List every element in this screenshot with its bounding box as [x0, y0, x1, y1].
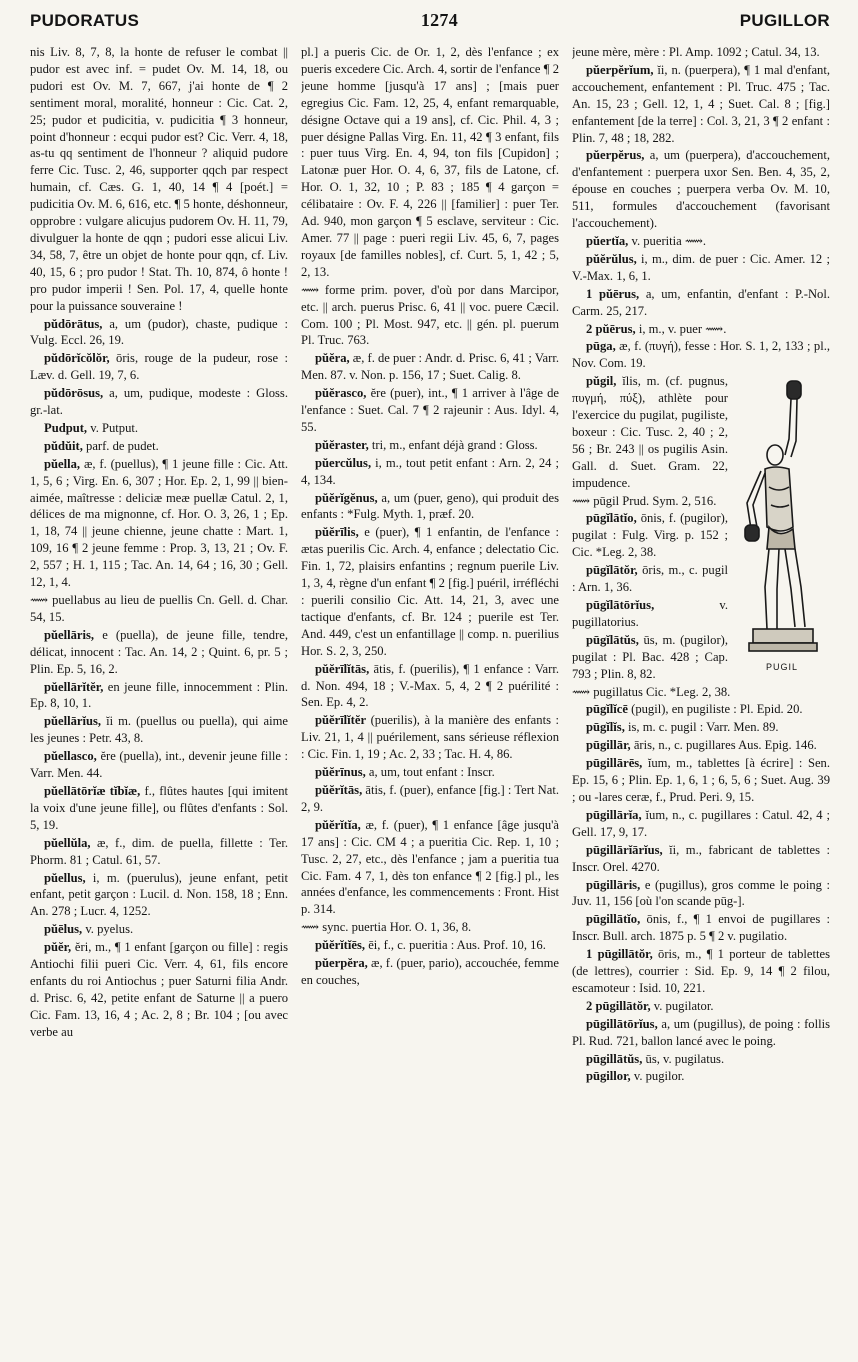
- entry-definition: i, m., dim. de puer : Cic. Amer. 12 ; V.-Max. 1, 6, 1.: [572, 251, 830, 283]
- figure-caption: PUGIL: [765, 662, 798, 673]
- entry-definition: æ, f. (puer), ¶ 1 enfance [âge jusqu'à 17 ans] : Cic. CM 4 ; a pueritia Cic. Rep. 1, 10 ; Tusc. 2, 27, etc., dès l'enfance ; jam a pueritia tua Cic. Fam. 4 7, 1, dès ton enfance ¶ 2 [fig.] pl., les années d'enfance, les commencements : Front. Hist p. 314.: [301, 817, 559, 917]
- dictionary-entry: [572, 1051, 830, 1068]
- entry-headword: pŭĕrīlĭtĕr: [315, 713, 367, 728]
- dictionary-entry: [572, 62, 830, 147]
- entry-definition: ⟿ sync. puertia Hor. O. 1, 36, 8.: [301, 920, 472, 935]
- entry-definition: æ, f. (puer, pario), accouchée, femme en couches,: [301, 956, 559, 987]
- entry-headword: pŭella,: [44, 456, 81, 471]
- entry-definition: parf. de pudet.: [86, 438, 159, 453]
- dictionary-entry: [301, 524, 559, 659]
- column-middle: [301, 44, 559, 1356]
- dictionary-entry: [572, 946, 830, 997]
- entry-headword: pŭĕr,: [44, 940, 72, 955]
- entry-definition: a, um, tout enfant : Inscr.: [368, 765, 495, 780]
- dictionary-entry: [30, 44, 288, 315]
- entry-headword: pŭĕrasco,: [315, 386, 367, 401]
- dictionary-entry: [572, 286, 830, 320]
- entry-definition: i, m. (puerulus), jeune enfant, petit enfant, petit garçon : Lucil. d. Non. 158, 18 ; Enn. An. 278 ; Lucr. 4, 1252.: [30, 870, 288, 919]
- entry-definition: v. pugilor.: [633, 1069, 685, 1084]
- dictionary-entry: [572, 684, 830, 701]
- dictionary-entry: [572, 877, 830, 911]
- entry-definition: ōnis, f. (pugilor), pugilat : Fulg. Virg. p. 152 ; Cic. *Leg. 2, 38.: [572, 511, 728, 560]
- column-left: [30, 44, 288, 1356]
- entry-headword: pūgĭlātĭo,: [586, 511, 637, 526]
- dictionary-entry: [572, 233, 830, 250]
- dictionary-entry: [301, 712, 559, 763]
- dictionary-entry: [572, 755, 830, 806]
- entry-definition: e (pugillus), gros comme le poing : Juv. 11, 156 [où l'on scande pūg-].: [572, 877, 830, 909]
- entry-headword: pūgillāris,: [586, 877, 641, 892]
- dictionary-entry: [30, 679, 288, 713]
- dictionary-entry: [301, 817, 559, 918]
- entry-definition: nis Liv. 8, 7, 8, la honte de refuser le combat || pudor est avec inf. = pudet Ov. M. 14, 18, ou pudori est Ov. M. 7, 667, j'ai honte de ¶ 2 sentiment moral, moralité, honneur : Cic. Cat. 2, 25; pudor et pudicitia, v. pudicitia ¶ 3 honneur, point d'honneur : ecqui pudor est? Cic. Verr. 4, 18, as-tu qq sentiment de l'honneur ? aliquid pudore ferre Cic. Tusc. 2, 46, supporter qqch par respect humain, cf. Cæs. G. 1, 40, 14 ¶ 4 [poét.] = pudicitia Ov. M. 6, 616, etc. ¶ 5 honte, déshonneur, opprobre : vulgare alicujus pudorem Ov. H. 11, 79, divulguer la honte de qqn ; pudori esse alicui Liv. 34, 58, 7, être un objet de honte pour qqn, cf. Liv. 40, 15, 6 ; pro pudor ! Stat. Th. 10, 874, ô honte ! pro pudor imperii ! Sen. Pol. 17, 4, quelle honte pour la puissance souveraine !: [30, 45, 288, 313]
- entry-headword: pŭellŭla,: [44, 835, 91, 850]
- dictionary-entry: [572, 321, 830, 338]
- entry-definition: a, um, enfantin, d'enfant : P.-Nol. Carm. 25, 217.: [572, 286, 830, 318]
- dictionary-entry: [572, 701, 830, 718]
- entry-headword: Pudput,: [44, 420, 88, 435]
- entry-definition: ātis, f. (puerilis), ¶ 1 enfance : Varr. d. Non. 494, 18 ; V.-Max. 5, 4, 2 ¶ 2 puérilité : Sen. Ep. 4, 2.: [301, 661, 559, 710]
- entry-headword: 2 pūgillātŏr,: [586, 998, 651, 1013]
- entry-definition: ōris, m., ¶ 1 porteur de tablettes (de lettres), courrier : Sid. Ep. 9, 14 ¶ 2 filou, escamoteur : Isid. 10, 221.: [572, 947, 830, 995]
- entry-definition: ĭi, m., fabricant de tablettes : Inscr. Orel. 4270.: [572, 842, 830, 874]
- dictionary-entry: [30, 350, 288, 384]
- dictionary-entry: [30, 316, 288, 350]
- dictionary-entry: [30, 748, 288, 782]
- entry-definition: ĕre (puer), int., ¶ 1 arriver à l'âge de l'enfance : Suet. Cal. 7 ¶ 2 rajeunir : Aus. Idyl. 4, 55.: [301, 386, 559, 434]
- entry-headword: pūgillātĭo,: [586, 912, 641, 927]
- entry-headword: pūgillār,: [586, 738, 631, 753]
- entry-definition: e (puer), ¶ 1 enfantin, de l'enfance : ætas puerilis Cic. Arch. 4, enfance ; delectatio Cic. Fin. 1, 72, plaisirs enfantins ; regnum puerile Liv. 1, 3, 4, règne d'un enfant ¶ 2 [fig.] puéril, irréfléchi : puerili consilio Cic. Att. 14, 21, 3, avec une tactique d'enfants, cf. Br. 124 ; puerile est Ter. And. 449, c'est un enfantillage || comp. n. puerilius Hor. S. 2, 3, 250.: [301, 525, 559, 658]
- entry-headword: pŭellāris,: [44, 627, 95, 642]
- header-left-word: PUDORATUS: [30, 11, 140, 30]
- entry-headword: pŭdōrātus,: [44, 316, 103, 331]
- dictionary-entry: [301, 44, 559, 281]
- entry-headword: pŭĕrĭtĭēs,: [315, 938, 366, 953]
- dictionary-entry: [572, 719, 830, 736]
- entry-headword: pŭertĭa,: [586, 233, 629, 248]
- entry-headword: pŭellātōrĭæ tĭbĭæ,: [44, 783, 141, 798]
- entry-definition: en jeune fille, innocemment : Plin. Ep. 8, 10, 1.: [30, 679, 288, 711]
- entry-headword: 1 pūgillātŏr,: [586, 947, 653, 962]
- dictionary-entry: [30, 456, 288, 591]
- entry-headword: pūgĭlātŏr,: [586, 563, 638, 578]
- entry-headword: pŭĕrĭtĭa,: [315, 817, 361, 832]
- entry-headword: pŭerpĕrus,: [586, 148, 645, 163]
- entry-headword: pŭellārĭus,: [44, 714, 102, 729]
- entry-headword: pūgillātōrĭus,: [586, 1016, 658, 1031]
- dictionary-entry: [30, 420, 288, 437]
- entry-headword: 2 pŭērus,: [586, 321, 636, 336]
- entry-headword: pūgĭlātŭs,: [586, 632, 639, 647]
- entry-headword: pūgillātŭs,: [586, 1051, 643, 1066]
- entry-definition: ⟿ forme prim. pover, d'où por dans Marcipor, etc. || arch. puerus Prisc. 6, 41 || voc. puere Cæcil. Com. 100 ; Pl. Most. 947, etc. || gén. pl. puerum Pl. Truc. 763.: [301, 282, 559, 348]
- entry-definition: jeune mère, mère : Pl. Amp. 1092 ; Catul. 34, 13.: [572, 45, 820, 59]
- text-columns: [30, 44, 830, 1356]
- entry-definition: a, um, pudique, modeste : Gloss. gr.-lat.: [30, 386, 288, 418]
- dictionary-entry: [30, 783, 288, 834]
- entry-definition: (puerilis), à la manière des enfants : Liv. 21, 1, 4 || puérilement, sans sérieuse réflexion : Cic. Fin. 1, 19 ; Ac. 2, 33 ; Tac. H. 4, 86.: [301, 713, 559, 762]
- dictionary-entry: [572, 737, 830, 754]
- dictionary-entry: [30, 713, 288, 747]
- entry-definition: tri, m., enfant déjà grand : Gloss.: [371, 437, 538, 452]
- entry-headword: pūgĭlĭcē: [586, 702, 628, 717]
- entry-definition: v. pugilator.: [653, 998, 714, 1013]
- entry-definition: a, um (pudor), chaste, pudique : Vulg. Eccl. 26, 19.: [30, 316, 288, 348]
- entry-definition: (pugil), en pugiliste : Pl. Epid. 20.: [631, 702, 803, 717]
- dictionary-entry: [572, 842, 830, 876]
- dictionary-entry: [572, 1016, 830, 1050]
- entry-definition: ĭum, n., c. pugillares : Catul. 42, 4 ; Gell. 17, 9, 17.: [572, 807, 830, 839]
- entry-definition: v. pueritia ⟿.: [631, 233, 707, 248]
- dictionary-entry: [301, 455, 559, 489]
- dictionary-entry: [30, 870, 288, 921]
- entry-headword: 1 pŭērus,: [586, 286, 640, 301]
- dictionary-entry: [572, 147, 830, 232]
- entry-definition: ĭi, n. (puerpera), ¶ 1 mal d'enfant, accouchement, enfantement : Pl. Truc. 475 ; Tac. An. 15, 23 ; Gell. 12, 1, 4 ; Suet. Cal. 8 ; [fig.] enfantement [de la terre] : Col. 3, 21, 3 ¶ 2 enfant : Plin. 7, 48 ; 18, 282.: [572, 62, 830, 145]
- dictionary-entry: [30, 939, 288, 1040]
- dictionary-entry: [301, 919, 559, 936]
- dictionary-entry: [301, 661, 559, 712]
- entry-definition: ūs, v. pugilatus.: [645, 1051, 725, 1066]
- entry-definition: ĭi m. (puellus ou puella), qui aime les jeunes : Petr. 43, 8.: [30, 714, 288, 746]
- entry-definition: i, m., v. puer ⟿.: [638, 321, 727, 336]
- entry-definition: e (puella), de jeune fille, tendre, délicat, innocent : Tac. An. 14, 2 ; Quint. 6, pr. 5 ; Plin. Ep. 5, 16, 2.: [30, 627, 288, 676]
- dictionary-entry: [572, 44, 830, 61]
- entry-definition: āris, n., c. pugillares Aus. Epig. 146.: [633, 738, 817, 753]
- dictionary-entry: [572, 338, 830, 372]
- dictionary-entry: [30, 438, 288, 455]
- entry-headword: pŭercŭlus,: [315, 455, 372, 470]
- dictionary-entry: [301, 437, 559, 454]
- entry-headword: pŭdŭit,: [44, 438, 83, 453]
- entry-definition: ⟿ pūgil Prud. Sym. 2, 516.: [572, 493, 717, 508]
- entry-definition: ōris, rouge de la pudeur, rose : Læv. d. Gell. 19, 7, 6.: [30, 351, 288, 383]
- dictionary-entry: [572, 998, 830, 1015]
- dictionary-entry: [30, 835, 288, 869]
- entry-headword: pŭĕraster,: [315, 437, 369, 452]
- entry-definition: f., flûtes hautes [qui imitent la voix d'une jeune fille], ou flûtes d'enfants : Sol. 5, 19.: [30, 783, 288, 832]
- entry-headword: pŭerpĕra,: [315, 956, 368, 971]
- entry-definition: v. Putput.: [90, 420, 139, 435]
- entry-headword: pūgĭlātōrĭus,: [586, 598, 655, 612]
- entry-headword: pūgĭlĭs,: [586, 720, 625, 735]
- dictionary-entry: [572, 807, 830, 841]
- entry-headword: pŭellasco,: [44, 749, 97, 764]
- entry-definition: i, m., tout petit enfant : Arn. 2, 24 ; 4, 134.: [301, 455, 559, 487]
- entry-definition: ōris, m., c. pugil : Arn. 1, 36.: [572, 563, 728, 595]
- dictionary-entry: [30, 921, 288, 938]
- entry-headword: pŭellārĭtĕr,: [44, 679, 104, 694]
- entry-headword: pūga,: [586, 339, 616, 354]
- dictionary-entry: [301, 282, 559, 350]
- entry-headword: pŭĕrīlĭtās,: [315, 661, 370, 676]
- dictionary-entry: [301, 955, 559, 989]
- entry-headword: pŭĕrĭgĕnus,: [315, 490, 378, 505]
- entry-headword: pūgillārĭa,: [586, 807, 642, 822]
- entry-headword: pŭerpĕrĭum,: [586, 62, 654, 77]
- entry-definition: a, um (pugillus), de poing : follis Pl. Rud. 721, ballon lancé avec le poing.: [572, 1016, 830, 1048]
- entry-definition: ātis, f. (puer), enfance [fig.] : Tert Nat. 2, 9.: [301, 782, 559, 814]
- entry-definition: a, um (puerpera), d'accouchement, d'enfantement : puerpera uxor Sen. Ben. 4, 35, 2, épouse en couches ; puerpera verba Ov. M. 10, 511, formules d'accouchement (favorisant l'accouchement).: [572, 148, 830, 231]
- entry-headword: pŭellus,: [44, 870, 86, 885]
- entry-definition: ĭum, m., tablettes [à écrire] : Sen. Ep. 15, 6 ; Plin. Ep. 1, 6, 1 ; 6, 5, 6 ; Suet. Aug. 39 ; ou -lares ceræ, f., Prud. Peri. 9, 15.: [572, 756, 830, 804]
- page-number: 1274: [420, 10, 459, 30]
- entry-headword: pŭgil,: [586, 374, 617, 389]
- dictionary-entry: [572, 911, 830, 945]
- page-header: [30, 10, 830, 38]
- entry-definition: ⟿ puellabus au lieu de puellis Cn. Gell. d. Char. 54, 15.: [30, 593, 288, 624]
- dictionary-entry: [30, 385, 288, 419]
- dictionary-entry: [301, 490, 559, 524]
- header-right-word: PUGILLOR: [739, 11, 830, 30]
- dictionary-entry: [572, 251, 830, 285]
- entry-definition: is, m. c. pugil : Varr. Men. 89.: [628, 720, 779, 735]
- entry-definition: v. pugillatorius.: [572, 598, 728, 629]
- entry-headword: pūgillor,: [586, 1069, 631, 1084]
- entry-headword: pūgillārĭārĭus,: [586, 842, 663, 857]
- entry-headword: pŭĕrīlis,: [315, 525, 359, 540]
- entry-definition: a, um (puer, geno), qui produit des enfants : *Fulg. Myth. 1, præf. 20.: [301, 490, 559, 522]
- dictionary-entry: [30, 627, 288, 678]
- entry-definition: æ, f. (πυγή), fesse : Hor. S. 1, 2, 133 ; pl., Nov. Com. 19.: [572, 339, 830, 371]
- entry-definition: v. pyelus.: [85, 922, 134, 937]
- entry-definition: æ, f., dim. de puella, fillette : Ter. Phorm. 81 ; Catul. 61, 57.: [30, 835, 288, 867]
- entry-headword: pŭdōrĭcŏlŏr,: [44, 351, 110, 366]
- entry-definition: ūs, m. (pugilor), pugilat : Pl. Bac. 428 ; Cap. 793 ; Plin. 8, 82.: [572, 632, 728, 681]
- pugil-illustration: [734, 377, 830, 677]
- entry-definition: æ, f. de puer : Andr. d. Prisc. 6, 41 ; Varr. Men. 87. v. Non. p. 156, 17 ; Suet. Calig. 8.: [301, 351, 559, 383]
- dictionary-entry: [301, 350, 559, 384]
- entry-headword: pŭdōrōsus,: [44, 386, 104, 401]
- entry-headword: pŭĕrĭtās,: [315, 782, 363, 797]
- entry-headword: pŭĕra,: [315, 351, 350, 366]
- dictionary-entry: [30, 592, 288, 626]
- entry-definition: æ, f. (puellus), ¶ 1 jeune fille : Cic. Att. 1, 5, 6 ; Virg. En. 6, 307 ; Hor. Ep. 2, 1, 99 || bien-aimée, maîtresse : deliciæ meæ puellæ Catul. 2, 1, délices de ma mignonne, cf. Hor. O. 3, 26, 1 ; Ep. 1, 18, 74 || jeune chienne, jeune chatte : Mart. 1, 109, 16 ¶ 2 jeune femme : Prop. 3, 13, 21 ; Ov. F. 2, 557 ; H. 1, 115 ; Tac. An. 14, 64 ; 16, 30 ; Gell. 12, 1, 4.: [30, 456, 288, 590]
- dictionary-entry: [301, 764, 559, 781]
- dictionary-entry: [301, 937, 559, 954]
- entry-definition: ĕri, m., ¶ 1 enfant [garçon ou fille] : regis Antiochi filii pueri Cic. Verr. 4, 61, fils encore enfants du roi Antiochus ; puer Saturni filia Andr. d. Prisc. 6, 42, petite enfant de Saturne || a puero Cic. Fam. 13, 16, 4 ; Ac. 2, 8 ; Br. 104 ; [ou avec verbe au: [30, 940, 288, 1039]
- entry-headword: pŭĕrīnus,: [315, 765, 366, 780]
- boxer-figure-icon: [739, 377, 825, 657]
- dictionary-entry: [301, 782, 559, 816]
- entry-headword: pūgillārēs,: [586, 756, 643, 771]
- entry-definition: pl.] a pueris Cic. de Or. 1, 2, dès l'enfance ; ex pueris excedere Cic. Arch. 4, sortir de l'enfance ¶ 2 jeune homme [jusqu'à 17 ans] ; [mais puer egregius Cic. Fam. 12, 25, 4, enfant remarquable, désigne Octave qui a 19 ans], cf. Cic. Phil. 4, 3 ; puer désigne Pallas Virg. En. 11, 42 ¶ 3 enfant, fils : puer tuus Virg. En. 4, 94, ton fils [Cupidon] ; Latonæ puer Hor. O. 4, 6, 37, fils de Latone, cf. Hor. O. 1, 32, 10 ; P. 83 ; 185 ¶ 4 garçon = célibataire : Ov. F. 4, 226 || [familier] : puer Ter. Ad. 940, mon garçon ¶ 5 esclave, serviteur : Cic. Amer. 77 || page : pueri regii Liv. 45, 6, 7, pages royaux [de familles nobles], cf. Curt. 5, 1, 42 ; 5, 2, 13.: [301, 45, 559, 279]
- entry-definition: ōnis, f., ¶ 1 envoi de pugillares : Inscr. Bull. arch. 1875 p. 5 ¶ 2 v. pugilatio.: [572, 912, 830, 944]
- entry-headword: pŭĕrŭlus,: [586, 251, 637, 266]
- dictionary-entry: [301, 385, 559, 436]
- entry-headword: pŭēlus,: [44, 922, 83, 937]
- entry-definition: ĕre (puella), int., devenir jeune fille : Varr. Men. 44.: [30, 749, 288, 781]
- entry-definition: ĭlis, m. (cf. pugnus, πυγμή, πύξ), athlète pour l'exercice du pugilat, pugiliste, boxeur : Cic. Tusc. 2, 40 ; 2, 56 ; Br. 243 || os pugilis Asin. Gall. d. Suet. Gram. 22, impudence.: [572, 374, 728, 490]
- entry-definition: ⟿ pugillatus Cic. *Leg. 2, 38.: [572, 684, 731, 699]
- column-right: [572, 44, 830, 1356]
- dictionary-entry: [572, 1068, 830, 1085]
- entry-definition: ēi, f., c. pueritia : Aus. Prof. 10, 16.: [368, 938, 546, 953]
